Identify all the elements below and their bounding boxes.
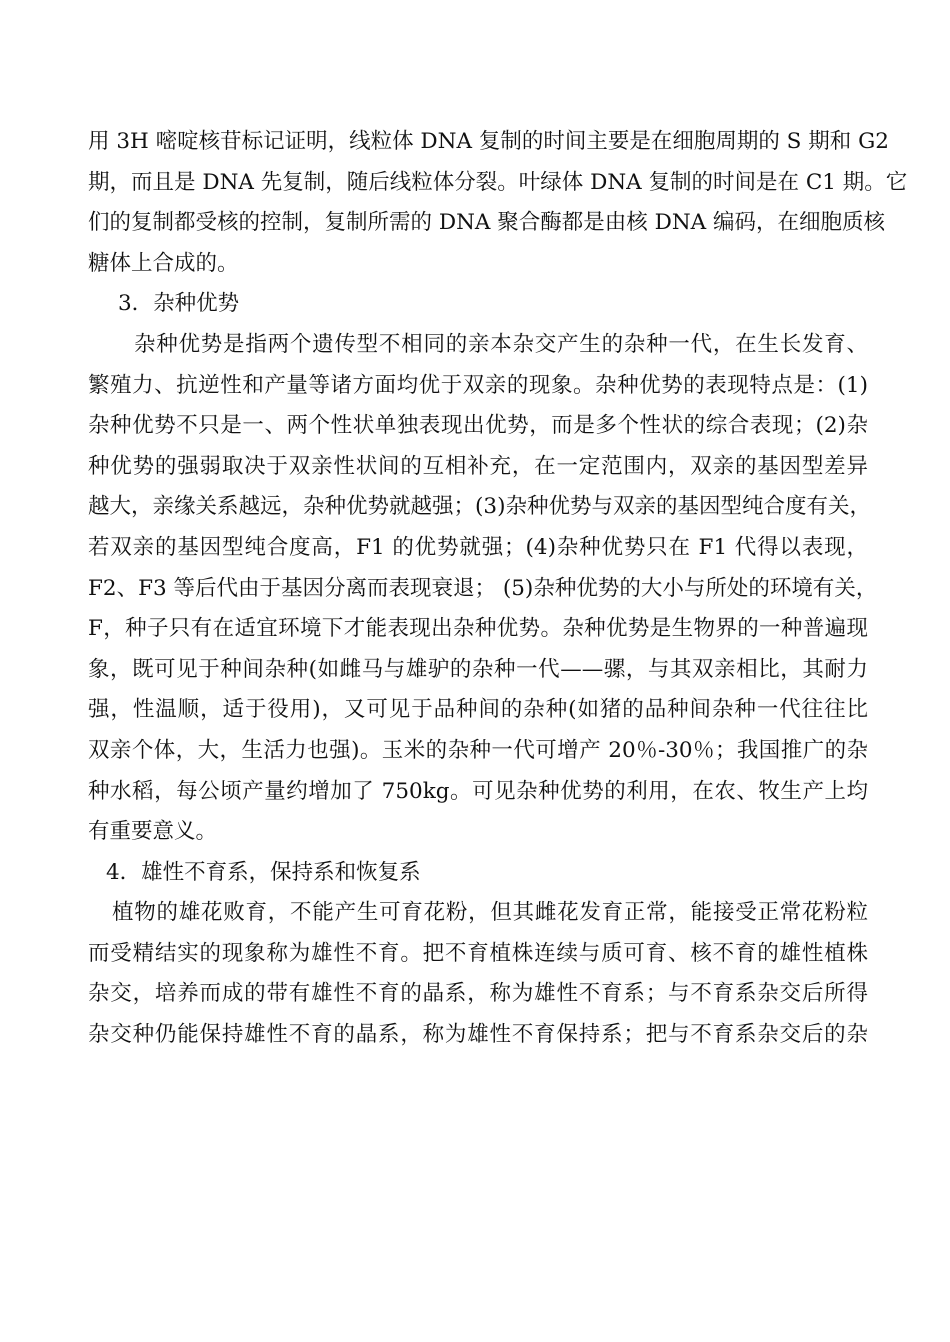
paragraph-line: 而受精结实的现象称为雄性不育。把不育植株连续与质可育、核不育的雄性植株: [88, 940, 868, 966]
document-body: [88, 122, 908, 1056]
paragraph-male-sterility: [88, 893, 868, 1055]
paragraph-line: 种优势的强弱取决于双亲性状间的互相补充，在一定范围内，双亲的基因型差异: [88, 453, 868, 479]
section-heading-heterosis: 3．杂种优势: [118, 291, 240, 317]
paragraph-line: 繁殖力、抗逆性和产量等诸方面均优于双亲的现象。杂种优势的表现特点是：(1): [88, 372, 868, 398]
paragraph-line: 期，而且是 DNA 先复制，随后线粒体分裂。叶绿体 DNA 复制的时间是在 C1 期。它: [88, 169, 908, 195]
paragraph-line: 用 3H 嘧啶核苷标记证明，线粒体 DNA 复制的时间主要是在细胞周期的 S 期和 G2: [88, 129, 889, 154]
paragraph-line: F2、F3 等后代由于基因分离而表现衰退； (5)杂种优势的大小与所处的环境有关，: [88, 575, 878, 601]
paragraph-line: 有重要意义。: [88, 819, 218, 845]
paragraph-line: 种水稻，每公顷产量约增加了 750kg。可见杂种优势的利用，在农、牧生产上均: [88, 778, 868, 804]
paragraph-line: 杂交，培养而成的带有雄性不育的晶系，称为雄性不育系；与不育系杂交后所得: [88, 981, 868, 1007]
paragraph-line: 糖体上合成的。: [88, 250, 239, 276]
paragraph-line: F，种子只有在适宜环境下才能表现出杂种优势。杂种优势是生物界的一种普遍现: [88, 616, 868, 642]
paragraph-line: 杂种优势是指两个遗传型不相同的亲本杂交产生的杂种一代，在生长发育、: [134, 331, 868, 357]
paragraph-line: 植物的雄花败育，不能产生可育花粉，但其雌花发育正常，能接受正常花粉粒: [112, 900, 868, 926]
paragraph-heterosis: [88, 325, 878, 853]
paragraph-dna-replication: [88, 122, 908, 284]
paragraph-line: 若双亲的基因型纯合度高，F1 的优势就强；(4)杂种优势只在 F1 代得以表现，: [88, 534, 868, 560]
paragraph-line: 双亲个体，大，生活力也强)。玉米的杂种一代可增产 20％-30％；我国推广的杂: [88, 737, 868, 763]
paragraph-line: 们的复制都受核的控制，复制所需的 DNA 聚合酶都是由核 DNA 编码，在细胞质核: [88, 210, 885, 236]
paragraph-line: 杂交种仍能保持雄性不育的晶系，称为雄性不育保持系；把与不育系杂交后的杂: [88, 1022, 868, 1048]
section-heading-male-sterility: 4．雄性不育系，保持系和恢复系: [106, 859, 421, 885]
paragraph-line: 强，性温顺，适于役用)，又可见于品种间的杂种(如猪的品种间杂种一代往往比: [88, 697, 868, 723]
paragraph-line: 越大，亲缘关系越远，杂种优势就越强；(3)杂种优势与双亲的基因型纯合度有关，: [88, 494, 871, 520]
paragraph-line: 杂种优势不只是一、两个性状单独表现出优势，而是多个性状的综合表现；(2)杂: [88, 413, 868, 439]
paragraph-line: 象，既可见于种间杂种(如雌马与雄驴的杂种一代——骡，与其双亲相比，其耐力: [88, 656, 868, 682]
